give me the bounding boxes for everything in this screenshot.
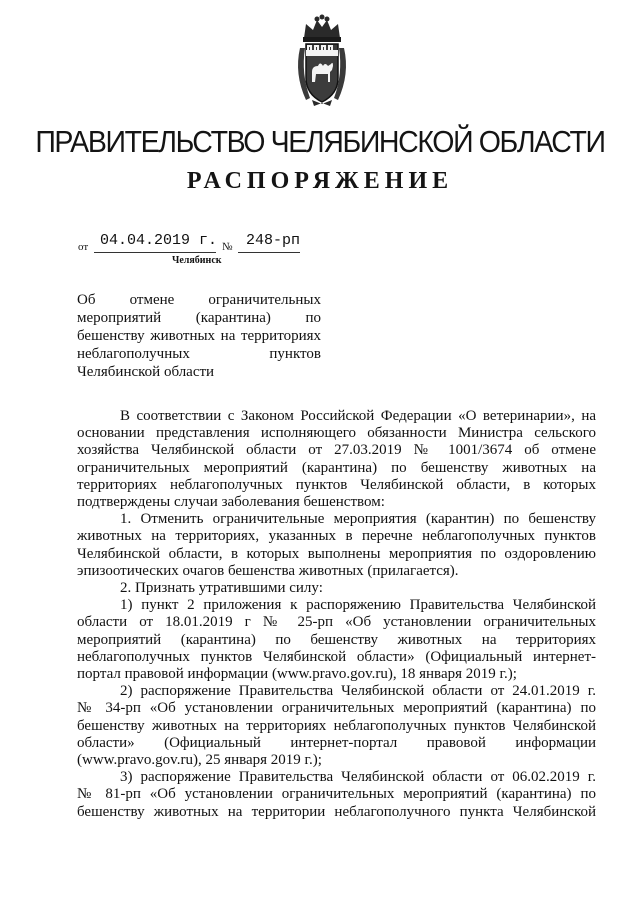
date-label: от [78,241,89,253]
document-date: 04.04.2019 г. [100,232,218,249]
body-line: портал правовой информации (www.pravo.gov.ru), 18 января 2019 г.); [77,666,517,683]
body-line: 3) распоряжение Правительства Челябинской области от 06.02.2019 г. [120,769,596,786]
body-line: подтверждены случаи заболевания бешенством: [77,494,385,511]
date-number-line [78,232,318,254]
document-type: РАСПОРЯЖЕНИЕ [186,168,454,194]
date-underline [94,252,216,253]
subject-line: Челябинской области [77,364,215,380]
body-line: хозяйства Челябинской области от 27.03.2019 № 1001/3674 об отмене [77,442,596,459]
subject-line: неблагополучных пунктов [77,346,321,362]
body-line: № 81-рп «Об установлении ограничительных мероприятий (карантина) по [77,786,596,803]
body-line: эпизоотических очагов бешенства животных (прилагается). [77,562,459,579]
body-line: бешенству животных на территориях неблагополучных пунктов Челябинской [77,717,596,734]
body-line: области» (Официальный интернет-портал правовой информации [77,734,596,751]
body-line: мероприятий (карантина) по бешенству животных на территориях [77,631,596,648]
body-line: животных на территориях, указанных в перечне неблагополучных пунктов [77,528,596,545]
body-line: ограничительных мероприятий (карантина) по бешенству животных на [77,459,596,476]
chelyabinsk-coat-of-arms-icon [292,14,352,108]
body-line: (www.pravo.gov.ru), 25 января 2019 г.); [77,752,322,769]
body-line: 2. Признать утратившими силу: [120,580,323,597]
body-line: Челябинской области, в которых выполнены мероприятия по оздоровлению [77,545,596,562]
subject-line: бешенству животных на территориях [77,328,321,344]
body-line: В соответствии с Законом Российской Федерации «О ветеринарии», на [120,408,596,424]
body-line: территориях неблагополучных пунктов Челябинской области, в которых [77,476,596,493]
body-line: области от 18.01.2019 г № 25-рп «Об установлении ограничительных [77,614,596,631]
body-line: № 34-рп «Об установлении ограничительных мероприятий (карантина) по [77,700,596,717]
document-number: 248-рп [246,232,301,249]
government-title: ПРАВИТЕЛЬСТВО ЧЕЛЯБИНСКОЙ ОБЛАСТИ [35,124,605,159]
body-line: основании представления исполняющего обязанности Министра сельского [77,425,596,442]
city-label: Челябинск [172,255,222,266]
subject-line: мероприятий (карантина) по [77,310,321,326]
body-line: неблагополучных пунктов Челябинской области» (Официальный интернет- [77,648,596,665]
subject-line: Об отмене ограничительных [77,292,321,308]
body-line: бешенству животных на территории неблагополучного пункта Челябинской [77,803,596,820]
body-line: 2) распоряжение Правительства Челябинской области от 24.01.2019 г. [120,683,596,700]
document-body [77,408,596,821]
number-label: № [222,241,233,253]
number-underline [238,252,300,253]
body-line: 1) пункт 2 приложения к распоряжению Правительства Челябинской [120,597,596,614]
body-line: 1. Отменить ограничительные мероприятия (карантин) по бешенству [120,511,596,528]
document-subject [77,291,321,381]
